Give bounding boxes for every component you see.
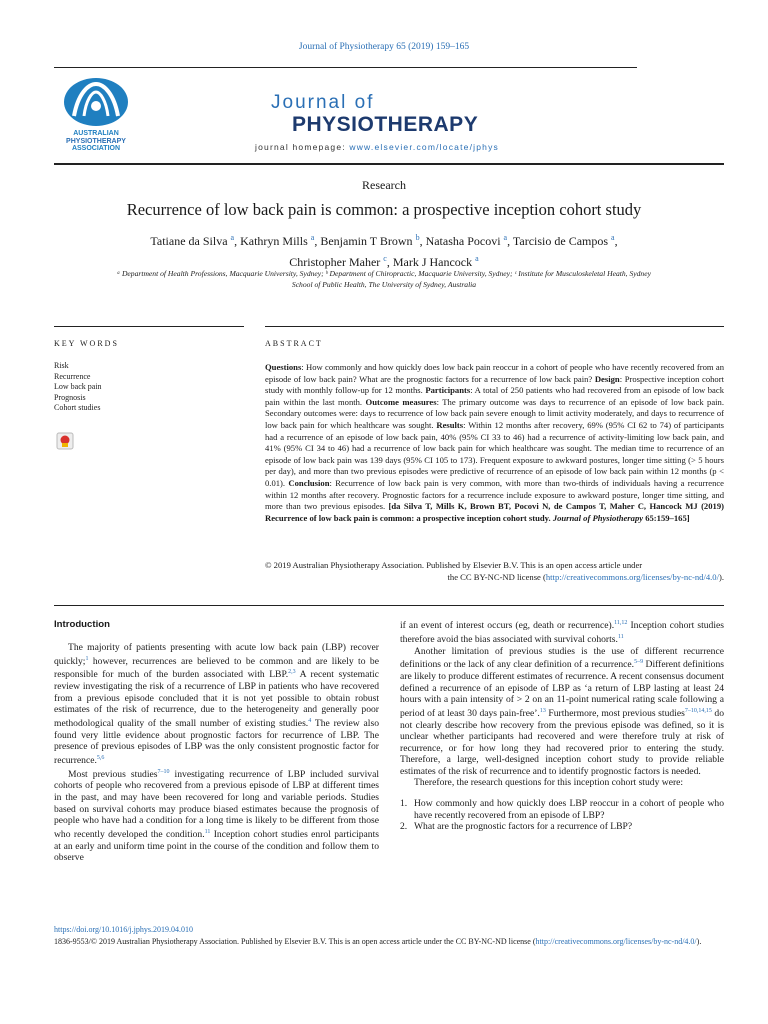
author-name[interactable]: Mark J Hancock [392,255,473,269]
citation-end: 65:159–165] [643,512,690,523]
conclusion-label: Conclusion [288,477,330,488]
affiliation-marker[interactable]: b [415,233,420,242]
paragraph: The majority of patients presenting with acute low back pain (LBP) recover quickly;$^1$ however, recurrences are believed to be common and are likely to be responsible for much of the burden associated with LBP.$^{2,3}$ A recent systematic review investigating the risk of a recurrence of LBP in patients who have recovered from a previous episode concluded that it is not yet possible to obtain robust estimates of the risk of recurrence, due to the heterogeneity and generally poor methodological quality of the small number of existing studies.$^4$ The review also found very little evidence about prognostic factors for recurrence of LBP. The presence of previous episodes of LBP was the only consistent prognostic factor for recurrence.$^{5,6}$ [54,642,379,767]
list-item: 1. How commonly and how quickly does LBP reoccur in a cohort of people who have recently recovered from an episode of LBP? [400,798,724,821]
paragraph: Most previous studies$^{7-10}$ investigating recurrence of LBP included survival cohorts of people who recovered from a previous episode of LBP at different times in the past, and may have been recovered for long and variable periods. Studies based on survival cohorts may produce biased estimates because the prognosis of people who have had a condition for a long time is likely to be different from those who recently developed the condition.$^{11}$ Inception cohort studies enrol participants at an early and uniform time point in the course of the condition and follow them to observe [54,768,379,864]
questions-text: : How commonly and how quickly does low back pain reoccur in a cohort of people who have recently recovered from an episode of low back pain? What are the prognostic factors for a recurrence of low back pain? [265,362,724,384]
design-label: Design [594,373,620,384]
citation-ref[interactable]: 5–9 [634,659,644,666]
introduction-heading: Introduction [54,619,110,630]
author-list [60,229,708,271]
affiliation-line-2: School of Public Health, The University of Sydney, Australia [291,280,477,289]
citation-ref[interactable]: 4 [308,717,312,724]
list-item: 2. What are the prognostic factors for a recurrence of LBP? [400,821,633,833]
right-column [400,618,724,833]
author-name[interactable]: Natasha Pocovi [425,234,501,248]
license-line-2 [265,572,724,584]
results-label: Results [436,419,464,430]
keyword-item: Cohort studies [54,403,101,412]
design-text: : Prospective inception cohort study with monthly follow-up for 12 months. [265,373,724,396]
affiliations [60,268,708,290]
keywords-divider [54,326,244,327]
author-name[interactable]: Benjamin T Brown [320,234,413,248]
results-text: : Within 12 months after recovery, 69% (95% CI 62 to 74) of participants had a recurrence of an episode of low back pain, 40% (95% CI 33 to 46) had a recurrence of activity-limiting low back pain, and 41% (95% CI 34 to 46) had a recurrence of low back pain for which healthcare was sought. The median time to recurrence of an episode of low back pain was 139 days (95% CI 105 to 173). Frequent exposure to awkward postures, longer time sitting (> 5 hours per day), and more than two previous episodes were predictive of recurrence of an episode of low back pain within 12 months (p < 0.01). [265,419,724,488]
affiliation-line-1: ᵃ Department of Health Professions, Macquarie University, Sydney; ᵇ Department of Chiropractic, Macquarie University, Sydney; ᶜ Institute for Musculoskeletal Heath, Sydney [117,269,651,278]
citation-ref[interactable]: 13 [539,707,546,714]
copyright-notice: 1836-9553/© 2019 Australian Physiotherapy Association. Published by Elsevier B.V. This is an open access article under the CC BY-NC-ND license (http://creativecommons.org/licenses/by-nc-nd/4.0/). [54,937,702,946]
journal-homepage [255,142,499,152]
paragraph: Another limitation of previous studies is the use of different recurrence definitions or the lack of any clear definition of a recurrence.$^{5-9}$ Different definitions are likely to produce different estimates of recurrence. A recent consensus document defined a recurrence of an episode of LBP as ‘a return of LBP lasting at least 24 hours with a pain intensity of > 2 on an 11-point numerical rating scale following a period of at least 30 days pain-free’.$^{13}$ Furthermore, most previous studies$^{7-10,14,15}$ do not clearly describe how recovery from the previous episode was defined, so it is unclear whether participants had recovered and were therefore truly at risk of recurrence, or for how long they had recovered prior to entering the study. Therefore, a large, well-designed inception cohort study to provide reliable estimates of the risk of recurrence and to identify prognostic factors is needed. [400,645,724,777]
citation-ref[interactable]: 11,12 [614,620,628,626]
doi-link[interactable]: https://doi.org/10.1016/j.jphys.2019.04.010 [54,925,193,934]
affiliation-marker[interactable]: a [230,233,235,242]
participants-text: : A total of 250 patients who had recovered from an episode of low back pain within the last month. [265,385,724,407]
research-questions [400,798,724,833]
keyword-item: Recurrence [54,371,91,381]
keyword-list [54,361,102,414]
license-link[interactable]: http://creativecommons.org/licenses/by-nc-nd/4.0/ [545,571,719,582]
abstract-text [265,362,724,524]
apa-logo [56,76,136,153]
journal-name-prefix: Journal of [271,92,375,113]
left-column [54,642,379,864]
author-separator: , [234,234,241,248]
outcome-label: Outcome measures [365,396,437,407]
author-separator: , [507,234,513,248]
citation-ref[interactable]: 5,6 [96,754,105,761]
logo-line-3: ASSOCIATION [71,145,121,152]
citation-ref[interactable]: 11 [617,633,624,640]
journal-name: PHYSIOTHERAPY [292,113,479,136]
author-separator: , [614,234,618,248]
paragraph: Therefore, the research questions for this inception cohort study were: [414,777,684,789]
questions-label: Questions [265,362,302,372]
author-separator: , [386,255,393,269]
abstract-divider [265,326,724,327]
apa-logo-icon [56,76,136,128]
paragraph: if an event of interest occurs (eg, death or recurrence).$^{11,12}$ Inception cohort studies therefore avoid the bias associated with survival cohorts.$^{11}$ [400,620,724,645]
article-category: Research [362,178,406,192]
keyword-item: Risk [54,361,69,370]
homepage-label: journal homepage: [255,142,350,152]
journal-reference-link[interactable]: Journal of Physiotherapy 65 (2019) 159–165 [298,42,470,52]
abstract-license [265,560,724,583]
body-divider [54,605,724,606]
header-divider [54,163,724,165]
citation-ref[interactable]: 7–10 [157,768,170,775]
author-separator: , [419,234,426,248]
author-name[interactable]: Tatiane da Silva [150,234,228,248]
citation-journal: Journal of Physiotherapy [552,512,644,523]
citation-text: [da Silva T, Mills K, Brown BT, Pocovi N, de Campos T, Maher C, Hancock MJ (2019) Recurrence of low back pain is common: a prospective inception cohort study. [265,501,724,523]
conclusion-text: : Recurrence of low back pain is very common, with more than two-thirds of individuals having a recurrence within 12 months after recovery. Prognostic factors for a recurrence include exposure to awkward posture, longer time sitting, and more than two previous episodes. [265,477,724,512]
citation-ref[interactable]: 2,3 [288,669,296,676]
affiliation-marker[interactable]: c [383,254,387,263]
keyword-item: Low back pain [54,382,102,391]
license-suffix: ). [718,571,724,582]
footer-license-link[interactable]: http://creativecommons.org/licenses/by-nc-nd/4.0/ [535,937,697,946]
keywords-heading: KEY WORDS [54,339,119,348]
top-divider [54,67,637,68]
logo-line-1: AUSTRALIAN [73,130,119,137]
crossmark-icon[interactable] [56,432,74,450]
license-line-1: © 2019 Australian Physiotherapy Association. Published by Elsevier B.V. This is an open access article under [265,560,643,570]
license-prefix: the CC BY-NC-ND license ( [447,571,546,582]
affiliation-marker[interactable]: a [503,233,508,242]
outcome-text: : The primary outcome was days to recurrence of an episode of low back pain. Secondary outcomes were: days to recurrence of low back pain severe enough to limit activity moderately, and days to recurrence of low back pain for which healthcare was sought. [265,396,724,430]
author-separator: , [314,234,321,248]
affiliation-marker[interactable]: a [475,254,479,263]
citation-ref[interactable]: 1 [85,655,89,662]
affiliation-marker[interactable]: a [310,233,315,242]
author-name[interactable]: Kathryn Mills [240,234,308,248]
author-name[interactable]: Tarcisio de Campos [512,234,609,248]
participants-label: Participants [425,385,471,396]
logo-line-2: PHYSIOTHERAPY [66,137,126,145]
article-title: Recurrence of low back pain is common: a prospective inception cohort study [126,200,642,219]
citation-ref[interactable]: 7–10,14,15 [684,707,712,714]
homepage-link[interactable]: www.elsevier.com/locate/jphys [349,142,499,152]
author-name[interactable]: Christopher Maher [289,255,381,269]
keyword-item: Prognosis [54,392,86,402]
affiliation-marker[interactable]: a [611,233,615,242]
abstract-heading: ABSTRACT [265,339,323,348]
citation-ref[interactable]: 11 [204,828,211,835]
